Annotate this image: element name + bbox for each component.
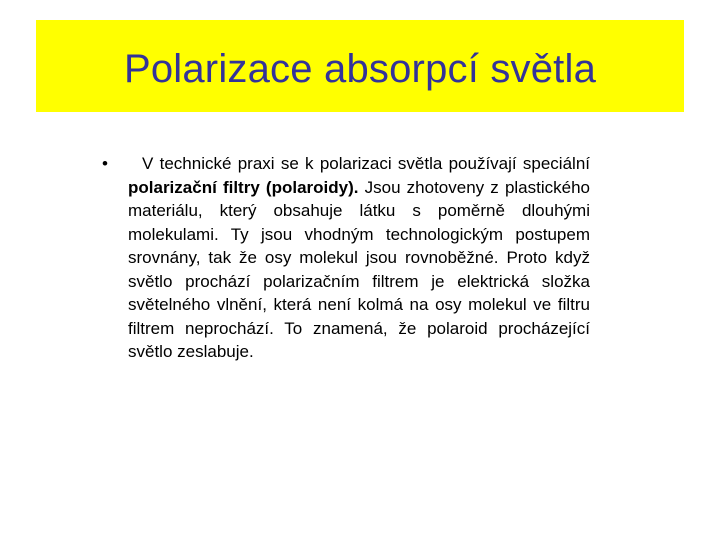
bullet-icon: • <box>102 154 108 173</box>
slide-content <box>96 152 596 364</box>
paragraph-text-end: Jsou zhotoveny z plastického materiálu, který obsahuje látku s poměrně dlouhými molekulami. Ty jsou vhodným technologickým postupem srovnány, tak že osy molekul jsou rovnoběžné. Proto když světlo prochází polarizačním filtrem je elektrická složka světelného vlnění, která není kolmá na osy molekul ve filtru filtrem neprochází. To znamená, že polaroid procházející světlo zeslabuje. <box>128 177 590 361</box>
paragraph-bold-term: polarizační filtry (polaroidy). <box>128 177 359 197</box>
paragraph-text-start: V technické praxi se k polarizaci světla používají speciální <box>142 154 590 173</box>
title-banner <box>36 20 684 112</box>
bullet-item <box>96 152 596 364</box>
bullet-paragraph <box>128 152 590 364</box>
slide-title: Polarizace absorpcí světla <box>123 46 597 91</box>
